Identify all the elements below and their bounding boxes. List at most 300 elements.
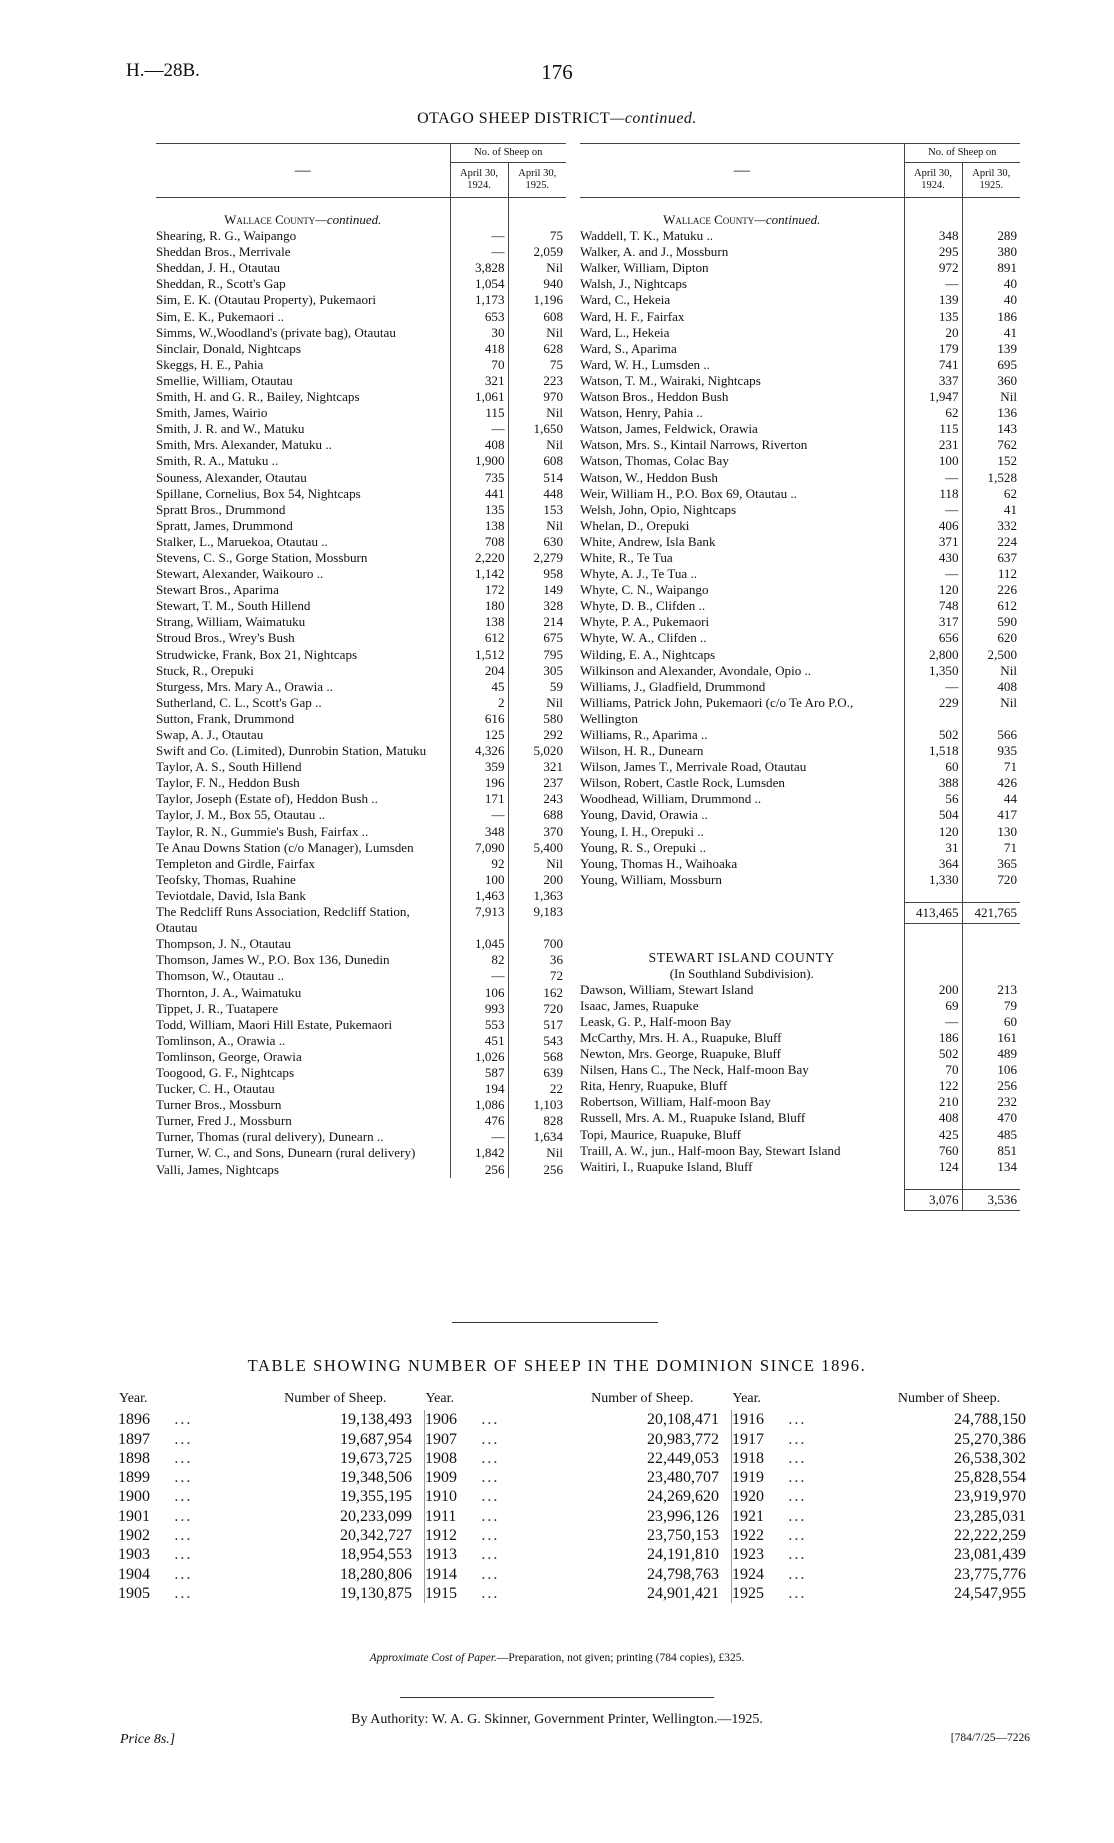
table-row [156, 791, 566, 807]
sheep-1925: 22 [508, 1081, 566, 1097]
sheep-1925: 970 [508, 389, 566, 405]
sheep-1925: 40 [962, 276, 1020, 292]
sheep-1924: 321 [450, 373, 508, 389]
year-cell: 1896 [118, 1411, 150, 1429]
sheep-1925: Nil [508, 437, 566, 453]
sheep-1924: 70 [904, 1062, 962, 1078]
owner-name: Walsh, J., Nightcaps [580, 276, 687, 292]
table-row [156, 341, 566, 357]
sheep-1925: Nil [508, 405, 566, 421]
sheep-count-cell: 23,750,153 [553, 1526, 731, 1545]
table-row [580, 550, 1020, 566]
year-header: Year. [732, 1391, 761, 1406]
dominion-table-title: TABLE SHOWING NUMBER OF SHEEP IN THE DOMINION SINCE 1896. [247, 1356, 867, 1375]
sheep-1924: 418 [450, 341, 508, 357]
sheep-1925: 3,536 [962, 1189, 1020, 1210]
owner-name: Templeton and Girdle, Fairfax [156, 855, 316, 871]
sheep-1924: 337 [904, 373, 962, 389]
sheep-1924: 1,463 [450, 888, 508, 904]
owner-name: Whyte, C. N., Waipango [580, 582, 709, 598]
sheep-1924: 92 [450, 856, 508, 872]
owner-name: Teviotdale, David, Isla Bank [156, 887, 306, 903]
leader-dots: ... [481, 1411, 500, 1429]
sheep-1924: 4,326 [450, 743, 508, 759]
sheep-1925: 321 [508, 759, 566, 775]
sheep-1924: 172 [450, 582, 508, 598]
sheep-1924: 200 [904, 982, 962, 998]
sheep-1924: 100 [450, 872, 508, 888]
table-row [580, 791, 1020, 807]
table-row [580, 630, 1020, 646]
printer-authority: By Authority: W. A. G. Skinner, Government Printer, Wellington.—1925. [351, 1712, 763, 1727]
header-dash: — [156, 144, 450, 198]
table-row [580, 872, 1020, 888]
owner-name: Sheddan, R., Scott's Gap [156, 276, 286, 292]
header-col-1924: April 30, 1924. [904, 163, 962, 198]
table-row [580, 807, 1020, 823]
owner-name: Watson Bros., Heddon Bush [580, 389, 729, 405]
header-group: No. of Sheep on [450, 144, 566, 163]
sheep-1924: 135 [450, 502, 508, 518]
table-row [580, 325, 1020, 341]
sheep-1924: 348 [904, 228, 962, 244]
sheep-1924: 30 [450, 325, 508, 341]
table-row [580, 389, 1020, 405]
sheep-1925: 256 [508, 1162, 566, 1178]
leader-dots: ... [174, 1507, 193, 1525]
sheep-count-cell: 20,342,727 [246, 1526, 424, 1545]
table-row [580, 695, 1020, 727]
sheep-1924: 3,076 [904, 1189, 962, 1210]
owner-name: Sheddan, J. H., Otautau [156, 260, 281, 276]
owner-name: Souness, Alexander, Otautau [156, 469, 307, 485]
sheep-1924: 2,220 [450, 550, 508, 566]
table-row [156, 260, 566, 276]
owner-name: Turner, Fred J., Mossburn [156, 1113, 292, 1129]
sheep-1925: 639 [508, 1065, 566, 1081]
sheep-1925: 637 [962, 550, 1020, 566]
sheep-1925: 328 [508, 598, 566, 614]
sheep-1924: 406 [904, 518, 962, 534]
table-row [580, 437, 1020, 453]
sheep-1924: 2 [450, 695, 508, 711]
sheep-1924: 408 [904, 1110, 962, 1126]
owner-name: Spillane, Cornelius, Box 54, Nightcaps [156, 485, 361, 501]
sheep-1924: 196 [450, 775, 508, 791]
header-col-1925: April 30, 1925. [962, 163, 1020, 198]
leader-dots: ... [788, 1488, 807, 1506]
sheep-1924: 451 [450, 1033, 508, 1049]
sheep-1925: 566 [962, 727, 1020, 743]
total-label [580, 1189, 904, 1210]
owner-name: Leask, G. P., Half-moon Bay [580, 1013, 732, 1029]
owner-name: The Redcliff Runs Association, Redcliff Station, Otautau [156, 904, 410, 936]
sheep-1924: 1,061 [450, 389, 508, 405]
sheep-1924: 62 [904, 405, 962, 421]
owner-name: Swift and Co. (Limited), Dunrobin Station, Matuku [156, 743, 427, 759]
sheep-1925: Nil [962, 389, 1020, 405]
price-note: Price 8s.] [120, 1732, 176, 1747]
sheep-1924: 295 [904, 244, 962, 260]
table-row [156, 775, 566, 791]
sheep-1924: 441 [450, 486, 508, 502]
table-row [156, 550, 566, 566]
year-cell: 1913 [424, 1546, 457, 1564]
year-cell: 1902 [118, 1527, 150, 1545]
sheep-1925: 935 [962, 743, 1020, 759]
year-cell: 1908 [424, 1449, 457, 1467]
table-row [580, 647, 1020, 663]
sheep-count-cell: 23,081,439 [954, 1546, 1026, 1564]
sheep-1925: 695 [962, 357, 1020, 373]
sheep-1924: 553 [450, 1017, 508, 1033]
owner-name: Ward, W. H., Lumsden .. [580, 356, 710, 372]
sheep-1925: 332 [962, 518, 1020, 534]
sheep-1925: 675 [508, 630, 566, 646]
year-cell: 1898 [118, 1449, 150, 1467]
owner-name: Walker, A. and J., Mossburn [580, 244, 729, 260]
table-row [156, 325, 566, 341]
stewart-island-subheading: (In Southland Subdivision). [669, 965, 814, 981]
sheep-1925: 5,020 [508, 743, 566, 759]
year-cell: 1924 [731, 1565, 764, 1583]
sheep-1925: 44 [962, 791, 1020, 807]
table-row [580, 1127, 1020, 1143]
owner-name: Watson, Henry, Pahia .. [580, 405, 703, 421]
sheep-1925: 134 [962, 1159, 1020, 1175]
sheep-1924: 100 [904, 453, 962, 469]
sheep-1924: 138 [450, 518, 508, 534]
table-row [156, 486, 566, 502]
sheep-1925: 256 [962, 1078, 1020, 1094]
header-dash: — [580, 144, 904, 198]
year-cell: 1918 [731, 1449, 764, 1467]
table-row [580, 518, 1020, 534]
owner-name: Sutton, Frank, Drummond [156, 710, 295, 726]
owner-name: Shearing, R. G., Waipango [156, 228, 297, 244]
sheep-1924: 1,045 [450, 936, 508, 952]
owner-name: Whyte, W. A., Clifden .. [580, 630, 707, 646]
table-row [156, 1017, 566, 1033]
table-row [580, 1159, 1020, 1175]
sheep-1925: 1,196 [508, 292, 566, 308]
table-row [580, 260, 1020, 276]
owner-name: Spratt, James, Drummond [156, 517, 293, 533]
sheep-1924: 364 [904, 856, 962, 872]
sheep-1924: 430 [904, 550, 962, 566]
sheep-1924: — [450, 1129, 508, 1145]
sheep-1925: 41 [962, 502, 1020, 518]
sheep-1924: 186 [904, 1030, 962, 1046]
sheep-1925: Nil [508, 325, 566, 341]
sheep-1925: 380 [962, 244, 1020, 260]
sheep-1924: 708 [450, 534, 508, 550]
year-cell: 1907 [424, 1430, 457, 1448]
sheep-count-cell: 26,538,302 [954, 1449, 1026, 1467]
sheep-1924: 348 [450, 824, 508, 840]
section-heading: Wallace County—continued. [224, 212, 382, 227]
table-row [156, 1129, 566, 1145]
owner-name: Thomson, W., Otautau .. [156, 968, 285, 984]
dominion-row [118, 1449, 1038, 1468]
table-row [580, 1046, 1020, 1062]
owner-name: Waitiri, I., Ruapuke Island, Bluff [580, 1158, 753, 1174]
sheep-1925: 232 [962, 1094, 1020, 1110]
table-row [156, 695, 566, 711]
sheep-1925: 75 [508, 357, 566, 373]
leader-dots: ... [174, 1488, 193, 1506]
sheep-1925: 149 [508, 582, 566, 598]
sheep-1925: 470 [962, 1110, 1020, 1126]
sheep-1924: 56 [904, 791, 962, 807]
year-cell: 1904 [118, 1565, 150, 1583]
table-row [156, 840, 566, 856]
leader-dots: ... [481, 1449, 500, 1467]
sheep-1924: 204 [450, 663, 508, 679]
sheep-1925: 426 [962, 775, 1020, 791]
dominion-row [118, 1545, 1038, 1564]
sheep-1925: Nil [508, 1145, 566, 1161]
sheep-1924: 1,350 [904, 663, 962, 679]
table-row [580, 228, 1020, 244]
total-row [580, 1189, 1020, 1210]
table-row [156, 856, 566, 872]
table-row [156, 727, 566, 743]
sheep-1925: 958 [508, 566, 566, 582]
header-group: No. of Sheep on [904, 144, 1020, 163]
year-cell: 1912 [424, 1527, 457, 1545]
year-cell: 1923 [731, 1546, 764, 1564]
year-cell: 1903 [118, 1546, 150, 1564]
table-row [580, 1030, 1020, 1046]
year-cell: 1911 [424, 1507, 457, 1525]
sheep-1925: 762 [962, 437, 1020, 453]
owner-name: Weir, William H., P.O. Box 69, Otautau .. [580, 485, 797, 501]
total-label [580, 902, 904, 923]
sheep-1925: 213 [962, 982, 1020, 998]
sheep-1925: 292 [508, 727, 566, 743]
sheep-1924: — [904, 1014, 962, 1030]
year-cell: 1901 [118, 1507, 150, 1525]
sheep-1925: 489 [962, 1046, 1020, 1062]
sheep-1924: 118 [904, 486, 962, 502]
table-row [156, 1049, 566, 1065]
sheep-count-cell: 19,673,725 [246, 1449, 424, 1468]
sheep-1924: 1,518 [904, 743, 962, 759]
dominion-row [118, 1507, 1038, 1526]
page-number: 176 [541, 60, 573, 84]
sheep-1924: 256 [450, 1162, 508, 1178]
sheep-1924: 408 [450, 437, 508, 453]
sheep-1924: 2,800 [904, 647, 962, 663]
sheep-1924: 69 [904, 998, 962, 1014]
sheep-count-cell: 20,108,471 [553, 1410, 731, 1429]
year-cell: 1906 [424, 1411, 457, 1429]
table-row [156, 630, 566, 646]
owner-name: Thornton, J. A., Waimatuku [156, 984, 302, 1000]
sheep-1924: 1,842 [450, 1145, 508, 1161]
table-row [580, 244, 1020, 260]
right-sheep-table [580, 143, 1020, 1211]
owner-name: Sheddan Bros., Merrivale [156, 244, 291, 260]
sheep-1925: 688 [508, 807, 566, 823]
sheep-1924: 993 [450, 1001, 508, 1017]
leader-dots: ... [788, 1430, 807, 1448]
sheep-1924: — [450, 228, 508, 244]
table-row [156, 807, 566, 823]
table-row [156, 1033, 566, 1049]
sheep-count-cell: 19,138,493 [246, 1410, 424, 1429]
owner-name: Tomlinson, A., Orawia .. [156, 1032, 286, 1048]
sheep-1924: 612 [450, 630, 508, 646]
table-row [156, 952, 566, 968]
owner-name: Sturgess, Mrs. Mary A., Orawia .. [156, 678, 333, 694]
sheep-1925: 370 [508, 824, 566, 840]
sheep-1924: 359 [450, 759, 508, 775]
owner-name: White, R., Te Tua [580, 549, 673, 565]
owner-name: Tomlinson, George, Orawia [156, 1048, 302, 1064]
table-row [156, 824, 566, 840]
table-row [156, 566, 566, 582]
owner-name: Stewart, Alexander, Waikouro .. [156, 566, 324, 582]
table-row [580, 840, 1020, 856]
table-row [580, 1078, 1020, 1094]
sheep-count-cell: 19,355,195 [246, 1487, 424, 1506]
sheep-1925: 2,059 [508, 244, 566, 260]
sheep-1924: 748 [904, 598, 962, 614]
table-row [156, 598, 566, 614]
sheep-1924: 125 [450, 727, 508, 743]
sheep-1925: 243 [508, 791, 566, 807]
sheep-1924: 31 [904, 840, 962, 856]
sheep-1924: — [904, 566, 962, 582]
section-heading: Wallace County—continued. [663, 212, 821, 227]
owner-name: Stevens, C. S., Gorge Station, Mossburn [156, 549, 368, 565]
sheep-1925: 620 [962, 630, 1020, 646]
table-row [580, 663, 1020, 679]
table-row [156, 502, 566, 518]
leader-dots: ... [481, 1488, 500, 1506]
table-row [156, 663, 566, 679]
sheep-count-cell: 23,996,126 [553, 1507, 731, 1526]
owner-name: Taylor, Joseph (Estate of), Heddon Bush .. [156, 791, 378, 807]
owner-name: Watson, James, Feldwick, Orawia [580, 421, 758, 437]
sheep-1925: Nil [508, 695, 566, 711]
table-row [156, 437, 566, 453]
sheep-1924: — [450, 807, 508, 823]
owner-name: Turner, Thomas (rural delivery), Dunearn .. [156, 1129, 384, 1145]
sheep-1924: 735 [450, 470, 508, 486]
sheep-1925: Nil [508, 518, 566, 534]
owner-name: Walker, William, Dipton [580, 260, 709, 276]
sheep-1925: 40 [962, 292, 1020, 308]
leader-dots: ... [174, 1565, 193, 1583]
sheep-1925: 223 [508, 373, 566, 389]
sheep-1925: 139 [962, 341, 1020, 357]
owner-name: Watson, Thomas, Colac Bay [580, 453, 729, 469]
owner-name: Toogood, G. F., Nightcaps [156, 1064, 295, 1080]
owner-name: Taylor, A. S., South Hillend [156, 759, 302, 775]
year-cell: 1900 [118, 1488, 150, 1506]
year-cell: 1899 [118, 1469, 150, 1487]
sheep-1925: 612 [962, 598, 1020, 614]
sheep-1924: 106 [450, 985, 508, 1001]
owner-name: Stalker, L., Maruekoa, Otautau .. [156, 533, 328, 549]
owner-name: McCarthy, Mrs. H. A., Ruapuke, Bluff [580, 1030, 782, 1045]
sheep-count-cell: 22,449,053 [553, 1449, 731, 1468]
owner-name: Tucker, C. H., Otautau [156, 1081, 275, 1097]
sheep-1924: — [904, 470, 962, 486]
sheep-1924: 139 [904, 292, 962, 308]
owner-name: Wilkinson and Alexander, Avondale, Opio .. [580, 662, 812, 678]
sheep-1925: 2,500 [962, 647, 1020, 663]
sheep-1924: 138 [450, 614, 508, 630]
sheep-1924: 502 [904, 727, 962, 743]
leader-dots: ... [788, 1565, 807, 1583]
owner-name: Sutherland, C. L., Scott's Gap .. [156, 694, 322, 710]
owner-name: Strudwicke, Frank, Box 21, Nightcaps [156, 646, 358, 662]
sheep-1925: 720 [962, 872, 1020, 888]
owner-name: Stroud Bros., Wrey's Bush [156, 630, 295, 646]
owner-name: Sim, E. K. (Otautau Property), Pukemaori [156, 292, 377, 308]
leader-dots: ... [788, 1469, 807, 1487]
table-row [580, 502, 1020, 518]
table-row [156, 647, 566, 663]
sheep-1925: 628 [508, 341, 566, 357]
owner-name: Taylor, F. N., Heddon Bush [156, 775, 300, 791]
table-row [580, 998, 1020, 1014]
sheep-1925: 152 [962, 453, 1020, 469]
owner-name: Traill, A. W., jun., Half-moon Bay, Stewart Island [580, 1142, 841, 1158]
footer-rule [400, 1697, 714, 1698]
divider-rule [452, 1322, 658, 1323]
sheep-1925: 72 [508, 968, 566, 984]
owner-name: Ward, S., Aparima [580, 340, 677, 356]
sheep-1924: 1,026 [450, 1049, 508, 1065]
sheep-1925: Nil [962, 663, 1020, 679]
dominion-row [118, 1430, 1038, 1449]
owner-name: Waddell, T. K., Matuku .. [580, 228, 714, 244]
owner-name: Smith, J. R. and W., Matuku [156, 421, 305, 437]
sheep-1925: 517 [508, 1017, 566, 1033]
sheep-count-cell: 19,348,506 [246, 1468, 424, 1487]
sheep-1924: 124 [904, 1159, 962, 1175]
sheep-1924: 82 [450, 952, 508, 968]
sheep-1924: 7,090 [450, 840, 508, 856]
table-row [580, 534, 1020, 550]
owner-name: Woodhead, William, Drummond .. [580, 791, 762, 807]
sheep-1925: 9,183 [508, 904, 566, 936]
sheep-count-cell: 25,270,386 [954, 1430, 1026, 1448]
owner-name: Wilding, E. A., Nightcaps [580, 646, 716, 662]
owner-name: Watson, W., Heddon Bush [580, 469, 718, 485]
sheep-1925: 5,400 [508, 840, 566, 856]
owner-name: Taylor, R. N., Gummie's Bush, Fairfax .. [156, 823, 369, 839]
sheep-count-cell: 22,222,259 [954, 1527, 1026, 1545]
sheep-count-cell: 20,233,099 [246, 1507, 424, 1526]
sheep-1925: 608 [508, 309, 566, 325]
table-row [156, 743, 566, 759]
table-row [580, 1062, 1020, 1078]
table-row [580, 1094, 1020, 1110]
owner-name: Strang, William, Waimatuku [156, 614, 306, 630]
dominion-row [118, 1584, 1038, 1603]
owner-name: Stewart, T. M., South Hillend [156, 598, 311, 614]
sheep-1924: 20 [904, 325, 962, 341]
sheep-1924: 1,512 [450, 647, 508, 663]
sheep-1924: — [450, 244, 508, 260]
leader-dots: ... [481, 1584, 500, 1602]
